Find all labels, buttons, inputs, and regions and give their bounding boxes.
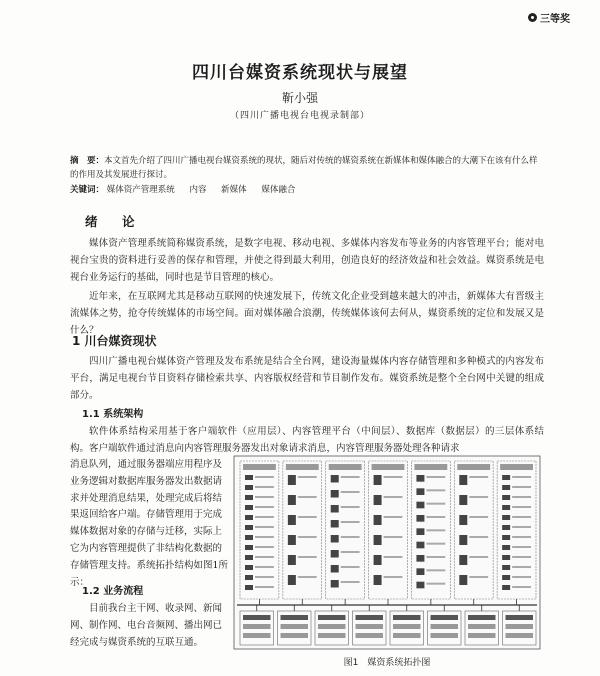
- topology-device-label: [255, 556, 274, 558]
- topology-device: [416, 568, 424, 575]
- topology-bottom-device: [468, 633, 496, 638]
- topology-bottom-device: [468, 624, 496, 629]
- topology-column-header: [372, 464, 405, 470]
- topology-device: [416, 542, 424, 549]
- subsection-heading-1-2: 1.2 业务流程: [82, 586, 144, 597]
- topology-device-label: [341, 536, 360, 538]
- topology-device-label: [298, 556, 317, 558]
- topology-device-label: [255, 486, 274, 488]
- topology-device-label: [341, 506, 360, 508]
- award-icon: [528, 13, 537, 22]
- topology-bottom-device: [243, 633, 271, 638]
- topology-bottom-device: [356, 633, 384, 638]
- topology-bottom-device: [431, 633, 459, 638]
- topology-column-header: [286, 464, 319, 470]
- topology-bottom-device: [393, 615, 421, 620]
- topology-device-label: [255, 506, 274, 508]
- abstract: [70, 154, 544, 182]
- topology-device: [245, 575, 253, 580]
- topology-device: [502, 565, 510, 570]
- topology-column-header: [243, 464, 276, 470]
- topology-device-label: [341, 551, 360, 553]
- topology-column-header: [414, 464, 447, 470]
- topology-bottom-device: [393, 633, 421, 638]
- topology-device-label: [384, 496, 403, 498]
- topology-device-label: [426, 583, 445, 585]
- keyword-item: 内容: [189, 185, 207, 195]
- topology-device-label: [512, 526, 531, 528]
- topology-device-label: [255, 496, 274, 498]
- topology-device: [459, 575, 467, 585]
- topology-device-label: [341, 521, 360, 523]
- topology-device: [245, 555, 253, 560]
- topology-bottom-device: [281, 624, 309, 629]
- topology-device-label: [255, 586, 274, 588]
- topology-bottom-device: [431, 615, 459, 620]
- topology-device: [288, 495, 296, 505]
- subsection-1-1-paragraph: 软件体系结构采用基于客户端软件（应用层）、内容管理平台（中间层）、数据库（数据层）的三层体系结构。客户端软件通过消息向内容管理服务器发出对象请求消息，内容管理服务器处理各种请求: [70, 426, 544, 454]
- topology-device-label: [255, 476, 274, 478]
- topology-device: [374, 475, 382, 485]
- section-heading-intro: 绪 论: [85, 214, 141, 229]
- topology-column-header: [329, 464, 362, 470]
- topology-device: [245, 565, 253, 570]
- topology-device-label: [512, 476, 531, 478]
- topology-device-label: [469, 576, 488, 578]
- subsection-heading-1-1: 1.1 系统架构: [82, 409, 144, 420]
- topology-device-label: [384, 576, 403, 578]
- author-affiliation: （四川广播电视台电视录制部）: [229, 111, 370, 121]
- topology-device: [416, 555, 424, 562]
- topology-diagram: [233, 455, 541, 650]
- topology-device: [416, 502, 424, 509]
- section-1-paragraph: 四川广播电视台媒体资产管理及发布系统是结合全台网，建设海量媒体内容存储管理和多种模式的内容发布平台，满足电视台节目资料存储检索共享、内容版权经营和节目制作发布。媒资系统是整个全台网中关键的组成部分。: [70, 356, 544, 401]
- topology-device-label: [255, 526, 274, 528]
- topology-device-label: [384, 556, 403, 558]
- author-name: 靳小强: [281, 91, 318, 105]
- topology-device-label: [384, 516, 403, 518]
- topology-device: [459, 495, 467, 505]
- topology-device: [288, 555, 296, 565]
- topology-device: [459, 555, 467, 565]
- topology-device: [416, 475, 424, 482]
- topology-device: [374, 575, 382, 585]
- topology-device: [502, 525, 510, 530]
- topology-device: [502, 555, 510, 560]
- topology-device-label: [426, 543, 445, 545]
- topology-bottom-device: [281, 633, 309, 638]
- topology-device: [416, 515, 424, 522]
- topology-device-label: [426, 556, 445, 558]
- topology-device: [374, 515, 382, 525]
- topology-device: [502, 575, 510, 580]
- award-badge-label: 三等奖: [540, 14, 570, 25]
- topology-bottom-device: [393, 624, 421, 629]
- figure-caption: 图1 媒资系统拓扑图: [343, 658, 431, 668]
- topology-device-label: [426, 569, 445, 571]
- subsection-1-1-paragraph-continued: 消息队列，通过服务器端应用程序及业务逻辑对数据库服务器发出数据请求并处理消息结果，处理完成后将结果返回给客户端。存储管理用于完成媒体数据对象的存储与迁移，实际上它为内容管理提供了非结构化数据的存储管理支持。系统拓扑结构如图1所示：: [70, 459, 229, 588]
- topology-device-label: [298, 516, 317, 518]
- topology-device-label: [512, 556, 531, 558]
- topology-device: [331, 535, 339, 543]
- section-heading-1: 1 川台媒资现状: [72, 334, 157, 348]
- topology-device-label: [298, 536, 317, 538]
- topology-device-label: [512, 546, 531, 548]
- intro-paragraph-1: 媒体资产管理系统简称媒资系统，是数字电视、移动电视、多媒体内容发布等业务的内容管理平台；能对电视台宝贵的资料进行妥善的保存和管理，并使之得到最大利用，创造良好的经济效益和社会效益。媒资系统是电视台业务运行的基础，同时也是节目管理的核心。: [70, 238, 544, 283]
- topology-device-label: [512, 566, 531, 568]
- topology-device: [288, 575, 296, 585]
- topology-device-label: [298, 476, 317, 478]
- keyword-item: 新媒体: [221, 185, 247, 195]
- topology-bottom-device: [318, 633, 346, 638]
- topology-bottom-device: [318, 624, 346, 629]
- topology-bottom-device: [506, 624, 534, 629]
- topology-device: [331, 565, 339, 573]
- topology-device-label: [469, 556, 488, 558]
- topology-device-label: [426, 476, 445, 478]
- topology-bottom-device: [356, 624, 384, 629]
- topology-device: [245, 535, 253, 540]
- topology-device: [459, 535, 467, 545]
- topology-device: [502, 485, 510, 490]
- topology-device-label: [512, 586, 531, 588]
- topology-device-label: [512, 496, 531, 498]
- award-badge: [528, 10, 570, 25]
- topology-device: [502, 475, 510, 480]
- topology-bottom-device: [356, 615, 384, 620]
- keyword-item: 媒体融合: [261, 185, 296, 195]
- topology-device: [374, 555, 382, 565]
- topology-column-header: [457, 464, 490, 470]
- topology-device-label: [512, 486, 531, 488]
- topology-device: [502, 545, 510, 550]
- topology-device: [331, 490, 339, 498]
- topology-device: [502, 515, 510, 520]
- topology-device-label: [426, 503, 445, 505]
- topology-device-label: [255, 536, 274, 538]
- topology-device: [245, 545, 253, 550]
- figure-frame: [234, 456, 540, 649]
- keywords: [70, 183, 544, 195]
- topology-device: [502, 585, 510, 590]
- keyword-item: 媒体资产管理系统: [106, 185, 175, 195]
- topology-device-label: [469, 516, 488, 518]
- topology-bottom-device: [506, 615, 534, 620]
- topology-device: [331, 520, 339, 528]
- topology-bottom-device: [431, 624, 459, 629]
- topology-device: [245, 585, 253, 590]
- topology-device: [502, 505, 510, 510]
- topology-device: [288, 475, 296, 485]
- abstract-label: 摘 要：: [70, 156, 105, 166]
- topology-device-label: [341, 476, 360, 478]
- subsection-1-2-paragraph: 目前我台主干网、收录网、新闻网、制作网、电台音频网、播出网已经完成与媒资系统的互联互通。: [70, 603, 223, 648]
- topology-device: [245, 515, 253, 520]
- topology-device: [245, 485, 253, 490]
- topology-device-label: [384, 536, 403, 538]
- topology-device-label: [255, 516, 274, 518]
- topology-device-label: [298, 496, 317, 498]
- topology-device-label: [384, 476, 403, 478]
- topology-device-label: [341, 566, 360, 568]
- article-title: 四川台媒资系统现状与展望: [192, 63, 408, 83]
- topology-device-label: [341, 491, 360, 493]
- topology-device-label: [255, 576, 274, 578]
- intro-paragraph-2: 近年来，在互联网尤其是移动互联网的快速发展下，传统文化企业受到越来越大的冲击，新媒体大有晋级主流媒体之势，抢夺传统媒体的市场空间。面对媒体融合浪潮，传统媒体该何去何从，媒资系统的定位和发展又是什么？: [70, 291, 544, 336]
- topology-device: [288, 515, 296, 525]
- topology-device: [416, 582, 424, 589]
- topology-device: [331, 475, 339, 483]
- topology-device: [331, 550, 339, 558]
- topology-device-label: [298, 576, 317, 578]
- topology-device-label: [426, 516, 445, 518]
- topology-device: [374, 535, 382, 545]
- topology-device-label: [512, 536, 531, 538]
- topology-bottom-device: [506, 633, 534, 638]
- topology-device: [502, 535, 510, 540]
- topology-bottom-device: [318, 615, 346, 620]
- topology-device-label: [469, 476, 488, 478]
- topology-device-label: [512, 576, 531, 578]
- topology-device: [245, 505, 253, 510]
- topology-figure: [233, 455, 541, 650]
- topology-device-label: [512, 516, 531, 518]
- topology-device: [331, 505, 339, 513]
- topology-device: [288, 535, 296, 545]
- topology-device-label: [255, 566, 274, 568]
- topology-device-label: [469, 496, 488, 498]
- topology-device: [331, 580, 339, 588]
- topology-device-label: [341, 581, 360, 583]
- topology-device: [374, 495, 382, 505]
- topology-device: [459, 475, 467, 485]
- topology-bottom-device: [281, 615, 309, 620]
- topology-column-header: [500, 464, 533, 470]
- topology-device-label: [469, 536, 488, 538]
- topology-device-label: [512, 506, 531, 508]
- topology-device: [245, 525, 253, 530]
- topology-device: [245, 475, 253, 480]
- keywords-label: 关键词：: [70, 185, 105, 195]
- topology-device: [245, 495, 253, 500]
- topology-bottom-device: [468, 615, 496, 620]
- topology-device-label: [255, 546, 274, 548]
- topology-device: [416, 528, 424, 535]
- topology-device: [416, 488, 424, 495]
- topology-bottom-device: [243, 615, 271, 620]
- abstract-text: 本文首先介绍了四川广播电视台媒资系统的现状，随后对传统的媒资系统在新媒体和媒体融合的大潮下在该有什么样的作用及其发展进行探讨。: [70, 156, 538, 180]
- topology-device-label: [426, 529, 445, 531]
- topology-device: [502, 495, 510, 500]
- topology-device-label: [426, 489, 445, 491]
- topology-bottom-device: [243, 624, 271, 629]
- topology-device: [459, 515, 467, 525]
